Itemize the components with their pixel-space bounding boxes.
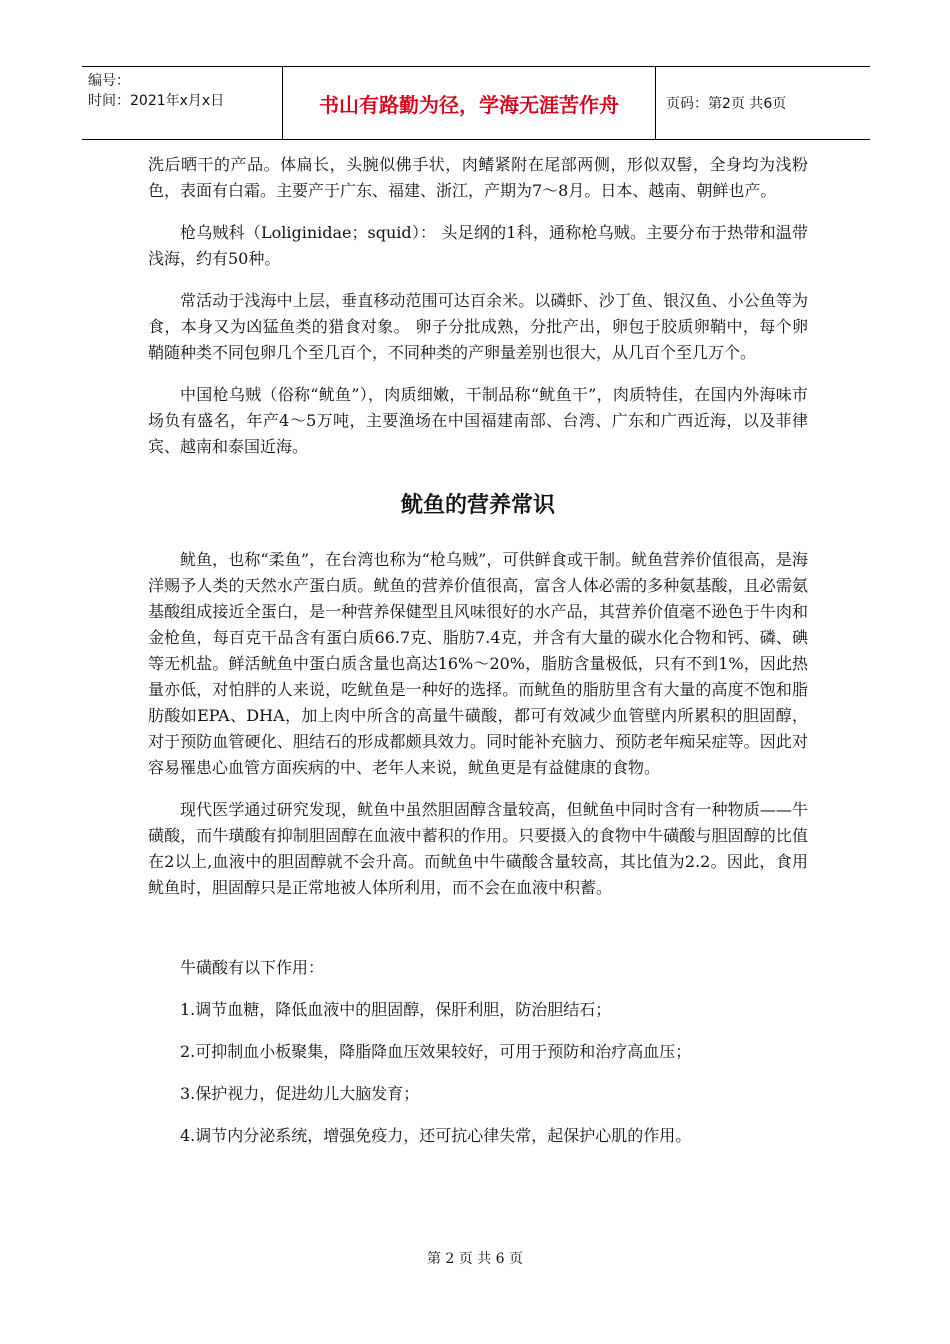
- page-footer: 第 2 页 共 6 页: [426, 1251, 524, 1267]
- list-item: 4.调节内分泌系统，增强免疫力，还可抗心律失常，起保护心肌的作用。: [180, 1126, 692, 1145]
- paragraph: 洗后晒干的产品。体扁长，头腕似佛手状，肉鳍紧附在尾部两侧，形似双髻，全身均为浅粉色，表面有白霜。主要产于广东、福建、浙江，产期为7～8月。日本、越南、朝鲜也产。: [148, 155, 808, 200]
- header-meta: [82, 67, 282, 139]
- paragraph: 枪乌贼科（Loliginidae；squid）： 头足纲的1科，通称枪乌贼。主要分布于热带和温带浅海，约有50种。: [148, 223, 808, 268]
- date-label: 时间：2021年x月x日: [88, 93, 225, 109]
- paragraph: 鱿鱼，也称“柔鱼”，在台湾也称为“枪乌贼”，可供鲜食或干制。鱿鱼营养价值很高，是海洋赐予人类的天然水产蛋白质。鱿鱼的营养价值很高，富含人体必需的多种氨基酸，且必需氨基酸组成接近全蛋白，是一种营养保健型且风味很好的水产品，其营养价值毫不逊色于牛肉和金枪鱼，每百克干品含有蛋白质66.7克、脂肪7.4克，并含有大量的碳水化合物和钙、磷、碘等无机盐。鲜活鱿鱼中蛋白质含量也高达16%～20%，脂肪含量极低，只有不到1%，因此热量亦低，对怕胖的人来说，吃鱿鱼是一种好的选择。而鱿鱼的脂肪里含有大量的高度不饱和脂肪酸如EPA、DHA，加上肉中所含的高量牛磺酸，都可有效减少血管壁内所累积的胆固醇，对于预防血管硬化、胆结石的形成都颇具效力。同时能补充脑力、预防老年痴呆症等。因此对容易罹患心血管方面疾病的中、老年人来说，鱿鱼更是有益健康的食物。: [148, 550, 808, 777]
- list-item: 2.可抑制血小板聚集，降脂降血压效果较好，可用于预防和治疗高血压；: [180, 1042, 692, 1061]
- header-motto: 书山有路勤为径，学海无涯苦作舟: [282, 67, 656, 139]
- list-intro: 牛磺酸有以下作用：: [180, 958, 325, 977]
- number-label: 编号：: [88, 73, 130, 89]
- list-item: 1.调节血糖，降低血液中的胆固醇，保肝利胆，防治胆结石；: [180, 1000, 612, 1019]
- document-body: [148, 152, 808, 1165]
- paragraph: 常活动于浅海中上层，垂直移动范围可达百余米。以磷虾、沙丁鱼、银汉鱼、小公鱼等为食，本身又为凶猛鱼类的猎食对象。 卵子分批成熟，分批产出，卵包于胶质卵鞘中，每个卵鞘随种类不同包卵几个至几百个，不同种类的产卵量差别也很大，从几百个至几万个。: [148, 291, 808, 362]
- paragraph: 现代医学通过研究发现，鱿鱼中虽然胆固醇含量较高，但鱿鱼中同时含有一种物质——牛磺酸，而牛璜酸有抑制胆固醇在血液中蓄积的作用。只要摄入的食物中牛磺酸与胆固醇的比值在2以上,血液中的胆固醇就不会升高。而鱿鱼中牛磺酸含量较高，其比值为2.2。因此，食用鱿鱼时，胆固醇只是正常地被人体所利用，而不会在血液中积蓄。: [148, 800, 808, 897]
- page-header: [82, 66, 870, 140]
- list-item: 3.保护视力，促进幼儿大脑发育；: [180, 1084, 420, 1103]
- spacer: [148, 917, 808, 955]
- section-title: 鱿鱼的营养常识: [400, 493, 555, 518]
- header-page-label: 页码：第2页 共6页: [666, 96, 787, 112]
- paragraph: 中国枪乌贼（俗称“鱿鱼”），肉质细嫩，干制品称“鱿鱼干”，肉质特佳，在国内外海味市场负有盛名，年产4～5万吨，主要渔场在中国福建南部、台湾、广东和广西近海，以及菲律宾、越南和泰国近海。: [148, 385, 808, 456]
